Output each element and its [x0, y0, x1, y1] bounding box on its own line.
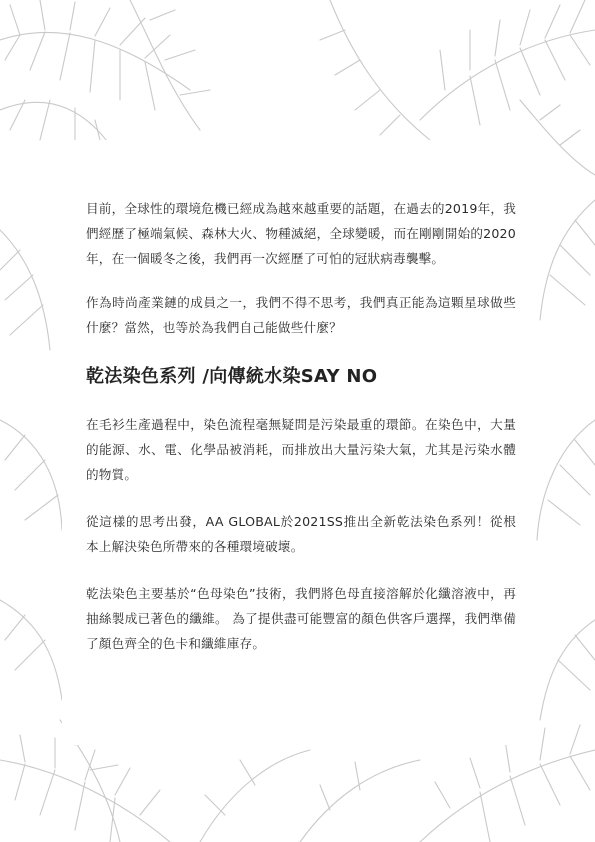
leaf-right-2 — [537, 420, 595, 540]
intro-paragraph: 作為時尚產業鏈的成員之一，我們不得不思考，我們真正能為這顆星球做些什麼？當然，也等於為我們自己能做些什麼？ — [86, 295, 516, 335]
leaf-bottom-left-1 — [0, 760, 170, 842]
article — [86, 196, 516, 678]
leaf-bottom-right-1 — [420, 750, 595, 842]
body-paragraph: 乾法染色主要基於“色母染色”技術，我們將色母直接溶解於化纖溶液中，再抽絲製成已著色的纖維。 為了提供盡可能豐富的顏色供客戶選擇，我們準備了顏色齊全的色卡和纖維庫存。 — [86, 586, 516, 651]
body-paragraph: 在毛衫生產過程中，染色流程毫無疑問是污染最重的環節。在染色中，大量的能源、水、電、化學品被消耗，而排放出大量污染大氣，尤其是污染水體的物質。 — [86, 417, 516, 482]
leaf-right-1 — [540, 200, 595, 320]
intro-paragraph: 目前，全球性的環境危機已經成為越來越重要的話題，在過去的2019年，我們經歷了極端氣候、森林大火、物種滅絕，全球變暖，而在剛剛開始的2020年，在一個暖冬之後，我們再一次經歷了可怕的冠狀病毒襲擊。 — [86, 201, 516, 266]
leaf-left-2 — [0, 420, 62, 530]
section-heading: 乾法染色系列 /向傳統水染SAY NO — [86, 366, 378, 387]
body-paragraph: 從這樣的思考出發，AA GLOBAL於2021SS推出全新乾法染色系列！從根本上解決染色所帶來的各種環境破壞。 — [86, 514, 516, 554]
leaf-left-1 — [0, 230, 50, 350]
leaf-top-right-2 — [330, 0, 430, 140]
leaf-top-right-1 — [420, 30, 595, 120]
